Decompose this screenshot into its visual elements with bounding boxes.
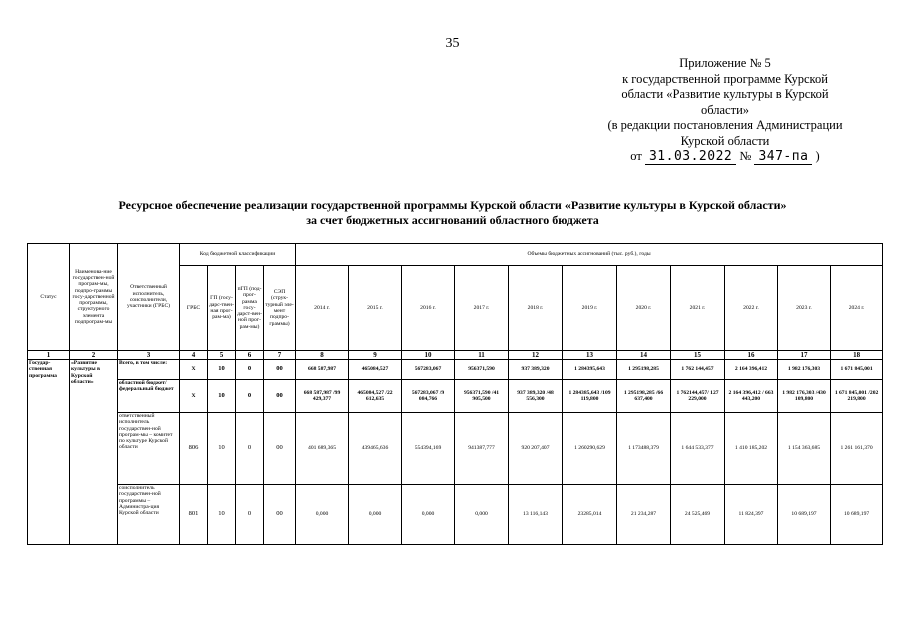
resource-table [27, 243, 883, 545]
sep-cell: 00 [264, 413, 296, 485]
header-year: 2018 г. [509, 266, 563, 351]
grbs-cell: 801 [180, 485, 208, 545]
value-cell: 1 762 144,457 [671, 360, 725, 380]
sep-cell: 00 [264, 380, 296, 413]
header-year: 2017 г. [455, 266, 509, 351]
number-prefix: № [739, 149, 752, 163]
sep-cell: 00 [264, 485, 296, 545]
grbs-cell: Х [180, 360, 208, 380]
appendix-date-line [560, 149, 890, 165]
header-volumes: Объемы бюджетных ассигнований (тыс. руб.), годы [296, 244, 883, 266]
header-year: 2021 г. [671, 266, 725, 351]
value-cell: 2 164 396,412 / 663 443,200 [725, 380, 778, 413]
value-cell: 1 982 176,303 [778, 360, 831, 380]
table-row [28, 485, 883, 545]
column-number: 1 [28, 351, 70, 360]
column-number: 11 [455, 351, 509, 360]
grbs-cell: 806 [180, 413, 208, 485]
value-cell: 1 410 185,202 [725, 413, 778, 485]
value-cell: 1 982 176,303 /430 109,800 [778, 380, 831, 413]
pgp-cell: 0 [236, 485, 264, 545]
column-number: 5 [208, 351, 236, 360]
header-name: Наименова-ние государствен-ной програм-мы, подпро-граммы госу-дарственной программы, структурного элемента подпрограм-мы [70, 244, 118, 351]
appendix-line: области «Развитие культуры в Курской [621, 87, 829, 101]
header-year: 2014 г. [296, 266, 349, 351]
header-year: 2020 г. [617, 266, 671, 351]
value-cell: 554394,169 [402, 413, 455, 485]
header-year: 2022 г. [725, 266, 778, 351]
pgp-cell: 0 [236, 360, 264, 380]
sep-cell: 00 [264, 360, 296, 380]
value-cell: 465084,527 /22 612,635 [349, 380, 402, 413]
header-year: 2016 г. [402, 266, 455, 351]
executor-cell: ответственный исполнитель государствен-ной програм-мы – комитет по культуре Курской области [118, 413, 180, 485]
value-cell: 1 284385,643 /109 119,800 [563, 380, 617, 413]
value-cell: 439465,636 [349, 413, 402, 485]
value-cell: 920 207,407 [509, 413, 563, 485]
header-year: 2024 г. [831, 266, 883, 351]
value-cell: 465084,527 [349, 360, 402, 380]
header-sep: СЭП (струк-турный эле-мент подпро-граммы) [264, 266, 296, 351]
title-line-1: Ресурсное обеспечение реализации государственной программы Курской области «Развитие культуры в Курской области» [118, 198, 787, 212]
value-cell: 401 689,365 [296, 413, 349, 485]
table-row [28, 413, 883, 485]
value-cell: 1 762144,457/ 127 229,000 [671, 380, 725, 413]
value-cell: 2 164 396,412 [725, 360, 778, 380]
column-number: 12 [509, 351, 563, 360]
column-number: 8 [296, 351, 349, 360]
value-cell: 956371,590 /41 905,500 [455, 380, 509, 413]
value-cell: 0,000 [402, 485, 455, 545]
value-cell: 1 261 161,370 [831, 413, 883, 485]
header-year: 2019 г. [563, 266, 617, 351]
column-number: 9 [349, 351, 402, 360]
value-cell: 23285,014 [563, 485, 617, 545]
title-line-2: за счет бюджетных ассигнований областного бюджета [306, 213, 599, 227]
number-value: 347-па [754, 149, 812, 165]
executor-cell: областной бюджет/ федеральный бюджет [118, 380, 180, 413]
column-number: 16 [725, 351, 778, 360]
pgp-cell: 0 [236, 413, 264, 485]
value-cell: 21 234,287 [617, 485, 671, 545]
column-number: 15 [671, 351, 725, 360]
column-number: 13 [563, 351, 617, 360]
pgp-cell: 0 [236, 380, 264, 413]
header-status: Статус [28, 244, 70, 351]
appendix-line: Приложение № 5 [679, 56, 771, 70]
column-number: 10 [402, 351, 455, 360]
date-value: 31.03.2022 [645, 149, 736, 165]
header-budget-code: Код бюджетной классификации [180, 244, 296, 266]
column-number: 6 [236, 351, 264, 360]
status-cell: Государ-ственная программа [28, 360, 70, 545]
header-year: 2015 г. [349, 266, 402, 351]
value-cell: 13 116,143 [509, 485, 563, 545]
value-cell: 1 284395,643 [563, 360, 617, 380]
gp-cell: 10 [208, 485, 236, 545]
gp-cell: 10 [208, 360, 236, 380]
value-cell: 1 671 845,001 [831, 360, 883, 380]
value-cell: 941387,777 [455, 413, 509, 485]
document-title [60, 198, 845, 228]
column-number: 3 [118, 351, 180, 360]
table-row [28, 380, 883, 413]
value-cell: 0,000 [296, 485, 349, 545]
header-pgp: пГП (под-прог-рамма госу-дарст-вен-ной прог-рам-мы) [236, 266, 264, 351]
value-cell: 0,000 [349, 485, 402, 545]
value-cell: 1 295198,285 /66 637,400 [617, 380, 671, 413]
gp-cell: 10 [208, 380, 236, 413]
column-number: 4 [180, 351, 208, 360]
value-cell: 1 644 533,377 [671, 413, 725, 485]
page-number: 35 [445, 36, 460, 51]
executor-cell: соисполнитель государствен-ной программы – Администра-ция Курской области [118, 485, 180, 545]
date-prefix: от [630, 149, 642, 163]
column-number: 17 [778, 351, 831, 360]
column-number-row [28, 351, 883, 360]
value-cell: 937 389,320 [509, 360, 563, 380]
value-cell: 24 525,469 [671, 485, 725, 545]
value-cell: 956371,590 [455, 360, 509, 380]
column-number: 14 [617, 351, 671, 360]
appendix-line: (в редакции постановления Администрации [607, 118, 843, 132]
value-cell: 1 295198,285 [617, 360, 671, 380]
value-cell: 1 154 363,685 [778, 413, 831, 485]
value-cell: 10 689,197 [778, 485, 831, 545]
header-gp: ГП (госу-дарс-твен-ная прог-рам-ма) [208, 266, 236, 351]
value-cell: 567283,067 [402, 360, 455, 380]
appendix-header [560, 56, 890, 165]
number-suffix: ) [815, 149, 820, 163]
appendix-line: к государственной программе Курской [622, 71, 828, 86]
value-cell: 1 260290,629 [563, 413, 617, 485]
column-number: 18 [831, 351, 883, 360]
header-executor: Ответственный исполнитель, соисполнители, участники (ГРБС) [118, 244, 180, 351]
value-cell: 937 389,320 /48 556,300 [509, 380, 563, 413]
value-cell: 668 587,987 /99 429,377 [296, 380, 349, 413]
header-year: 2023 г. [778, 266, 831, 351]
column-number: 7 [264, 351, 296, 360]
header-grbs: ГРБС [180, 266, 208, 351]
executor-cell: Всего, в том числе: [118, 360, 180, 380]
value-cell: 1 671 845,001 /202 219,800 [831, 380, 883, 413]
table-row [28, 360, 883, 380]
program-name-cell: «Развитие культуры в Курской области» [70, 360, 118, 545]
value-cell: 567283,067 /9 084,766 [402, 380, 455, 413]
value-cell: 668 587,987 [296, 360, 349, 380]
value-cell: 11 824,397 [725, 485, 778, 545]
value-cell: 1 173488,379 [617, 413, 671, 485]
gp-cell: 10 [208, 413, 236, 485]
appendix-line: области» [700, 102, 750, 117]
grbs-cell: Х [180, 380, 208, 413]
value-cell: 10 689,197 [831, 485, 883, 545]
appendix-line: Курской области [680, 133, 770, 148]
column-number: 2 [70, 351, 118, 360]
value-cell: 0,000 [455, 485, 509, 545]
